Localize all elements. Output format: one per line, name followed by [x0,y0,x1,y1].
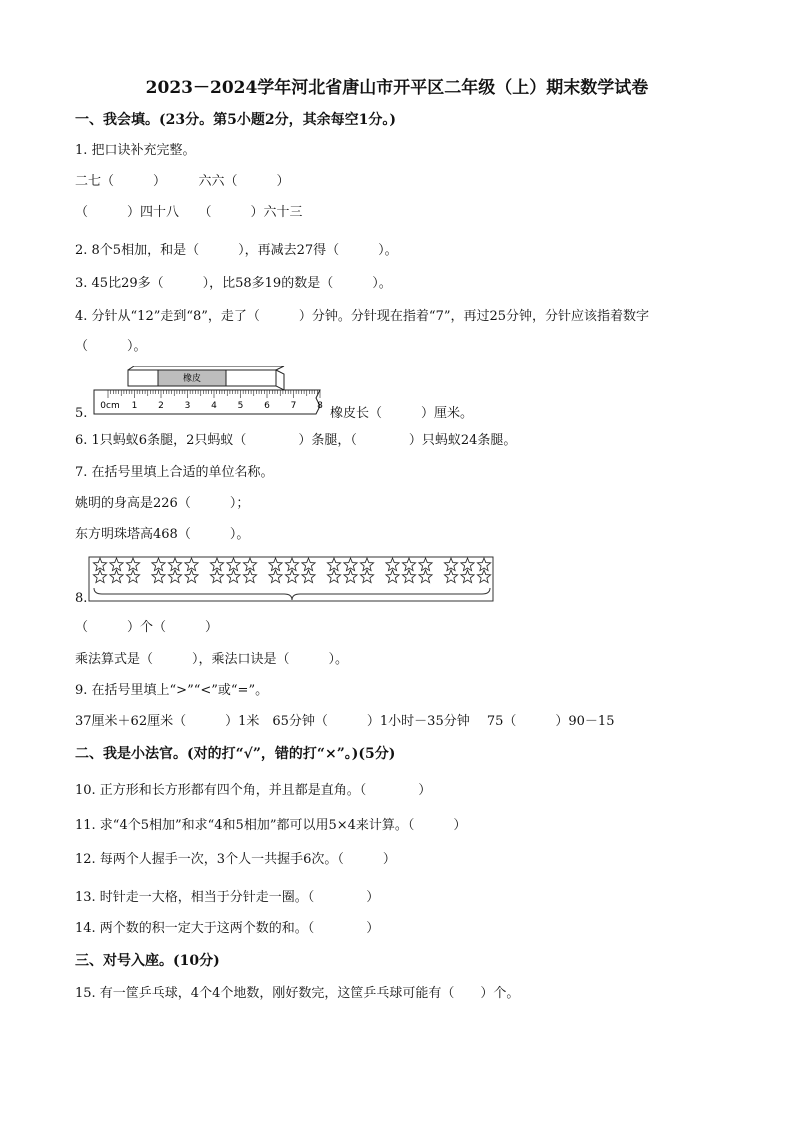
question-2: 2. 8个5相加，和是（ ），再减去27得（ ）。 [75,243,398,258]
stars-figure [88,556,496,604]
question-11: 11. 求“4个5相加”和求“4和5相加”都可以用5×4来计算。（ ） [75,818,467,833]
question-6: 6. 1只蚂蚁6条腿，2只蚂蚁（ ）条腿，（ ）只蚂蚁24条腿。 [75,433,517,448]
question-7-stem: 7. 在括号里填上合适的单位名称。 [75,465,274,480]
question-15: 15. 有一筐乒乓球，4个4个地数，刚好数完，这筐乒乓球可能有（ ）个。 [75,986,520,1001]
ruler-label: 5 [237,401,244,411]
question-7-line-2: 东方明珠塔高468（ ）。 [75,527,250,542]
page-title: 2023－2024学年河北省唐山市开平区二年级（上）期末数学试卷 [145,78,649,98]
question-5-number: 5. [75,406,88,421]
ruler-label: 8 [317,401,323,411]
question-1-row-1: 二七（ ） 六六（ ） [75,174,290,189]
ruler-label: 0cm [100,401,120,411]
ruler-label: 4 [211,401,217,411]
ruler-figure [92,366,332,418]
ruler-labels [100,401,323,411]
question-12: 12. 每两个人握手一次，3个人一共握手6次。（ ） [75,852,396,867]
ruler-label: 3 [184,401,191,411]
question-9-line-1: 37厘米＋62厘米（ ）1米 65分钟（ ）1小时－35分钟 75（ ）90－15 [75,714,615,729]
question-9-stem: 9. 在括号里填上“>”“<”或“=”。 [75,683,269,698]
question-1-stem: 1. 把口诀补充完整。 [75,143,196,158]
section-2-heading: 二、我是小法官。(对的打“√”，错的打“×”。)(5分) [75,746,396,762]
question-7-line-1: 姚明的身高是226（ ）； [75,496,250,511]
ruler-label: 2 [158,401,164,411]
question-8-line-2: 乘法算式是（ ），乘法口诀是（ ）。 [75,652,349,667]
question-13: 13. 时针走一大格，相当于分针走一圈。（ ） [75,890,380,905]
section-1-heading: 一、我会填。(23分。第5小题2分，其余每空1分。) [75,112,396,128]
question-10: 10. 正方形和长方形都有四个角，并且都是直角。（ ） [75,783,432,798]
eraser-label: 橡皮 [182,374,202,384]
question-4-line-2: （ ）。 [75,339,147,354]
ruler-label: 6 [264,401,270,411]
question-3: 3. 45比29多（ ），比58多19的数是（ ）。 [75,276,392,291]
question-14: 14. 两个数的积一定大于这两个数的和。（ ） [75,921,380,936]
question-5-text: 橡皮长（ ）厘米。 [330,406,474,421]
section-3-heading: 三、对号入座。(10分) [75,953,220,969]
ruler-body [94,390,320,414]
box-side [276,370,284,390]
question-8-number: 8. [75,591,88,606]
question-1-row-2: （ ）四十八 （ ）六十三 [75,205,303,220]
ruler-label: 1 [131,401,138,411]
question-8-line-1: （ ）个（ ） [75,620,219,635]
question-4-line-1: 4. 分针从“12”走到“8”，走了（ ）分钟。分针现在指着“7”，再过25分钟，分针应该指着数字 [75,309,650,324]
ruler-label: 7 [290,401,297,411]
